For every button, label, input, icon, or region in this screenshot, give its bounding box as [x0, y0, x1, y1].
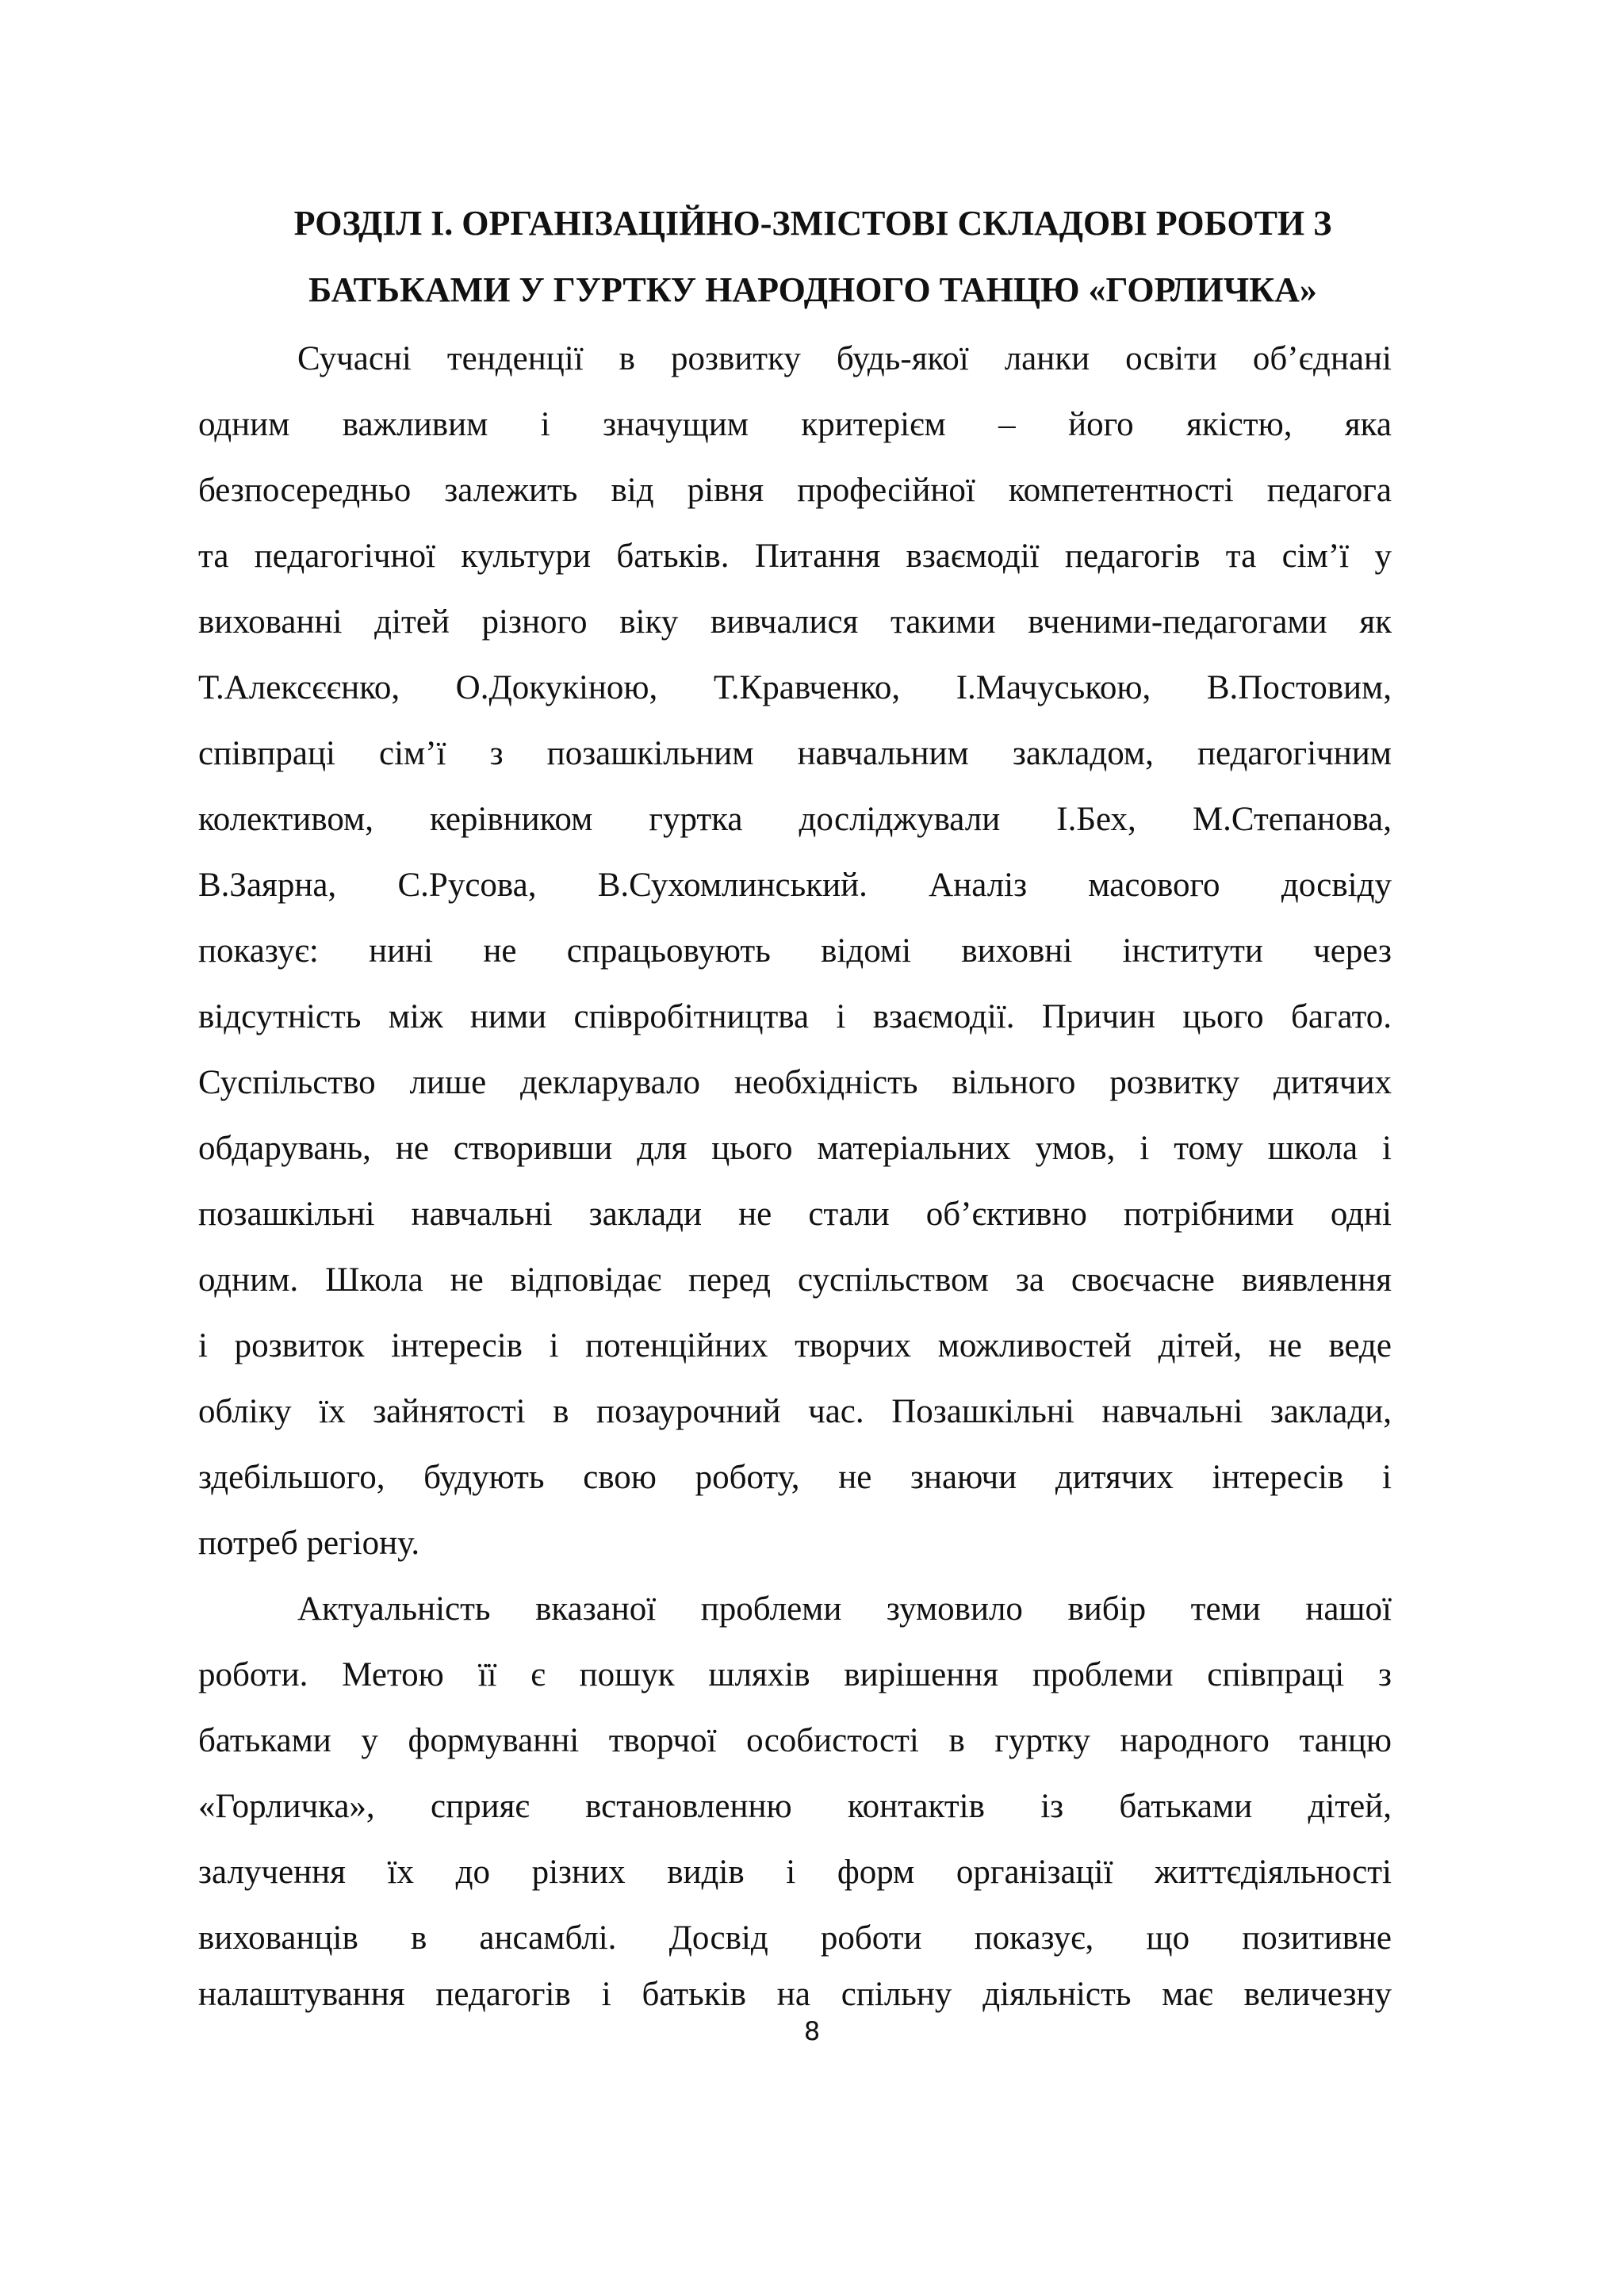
text-line: показує: нині не спрацьовують відомі виховні інститути через: [198, 932, 1392, 970]
text-line: і розвиток інтересів і потенційних творчих можливостей дітей, не веде: [198, 1327, 1392, 1364]
text-line: В.Заярна, С.Русова, В.Сухомлинський. Аналіз масового досвіду: [198, 867, 1392, 904]
text-line: позашкільні навчальні заклади не стали об’єктивно потрібними одні: [198, 1196, 1392, 1233]
text-line: відсутність між ними співробітництва і взаємодії. Причин цього багато.: [198, 998, 1392, 1035]
page-number: 8: [803, 2016, 821, 2046]
text-line: безпосередньо залежить від рівня професійної компетентності педагога: [198, 472, 1392, 509]
text-line: Актуальність вказаної проблеми зумовило вибір теми нашої: [297, 1590, 1392, 1628]
text-line: потреб регіону.: [198, 1525, 420, 1562]
text-line: співпраці сім’ї з позашкільним навчальним закладом, педагогічним: [198, 735, 1392, 772]
text-line: «Горличка», сприяє встановленню контактів із батьками дітей,: [198, 1788, 1392, 1825]
text-line: Т.Алексєєнко, О.Докукіною, Т.Кравченко, І.Мачуською, В.Постовим,: [198, 669, 1392, 706]
text-line: одним важливим і значущим критерієм – його якістю, яка: [198, 406, 1392, 443]
text-line: налаштування педагогів і батьків на спільну діяльність має величезну: [198, 1976, 1392, 2013]
text-line: обліку їх зайнятості в позаурочний час. Позашкільні навчальні заклади,: [198, 1393, 1392, 1430]
text-line: обдарувань, не створивши для цього матеріальних умов, і тому школа і: [198, 1130, 1392, 1167]
text-line: Сучасні тенденції в розвитку будь-якої ланки освіти об’єднані: [297, 340, 1392, 377]
text-line: залучення їх до різних видів і форм організації життєдіяльності: [198, 1854, 1392, 1891]
text-line: вихованців в ансамблі. Досвід роботи показує, що позитивне: [198, 1919, 1392, 1957]
text-line: здебільшого, будують свою роботу, не знаючи дитячих інтересів і: [198, 1459, 1392, 1496]
section-heading-line-2: БАТЬКАМИ У ГУРТКУ НАРОДНОГО ТАНЦЮ «ГОРЛИЧКА»: [308, 270, 1317, 309]
text-line: Суспільство лише декларувало необхідність вільного розвитку дитячих: [198, 1064, 1392, 1101]
text-line: та педагогічної культури батьків. Питання взаємодії педагогів та сім’ї у: [198, 538, 1392, 575]
text-line: роботи. Метою її є пошук шляхів вирішення проблеми співпраці з: [198, 1656, 1392, 1693]
text-line: вихованні дітей різного віку вивчалися такими вченими-педагогами як: [198, 603, 1392, 641]
text-line: колективом, керівником гуртка досліджували І.Бех, М.Степанова,: [198, 801, 1392, 838]
text-line: батьками у формуванні творчої особистості в гуртку народного танцю: [198, 1722, 1392, 1759]
text-line: одним. Школа не відповідає перед суспільством за своєчасне виявлення: [198, 1261, 1392, 1299]
section-heading-line-1: РОЗДІЛ І. ОРГАНІЗАЦІЙНО-ЗМІСТОВІ СКЛАДОВІ РОБОТИ З: [293, 204, 1332, 243]
